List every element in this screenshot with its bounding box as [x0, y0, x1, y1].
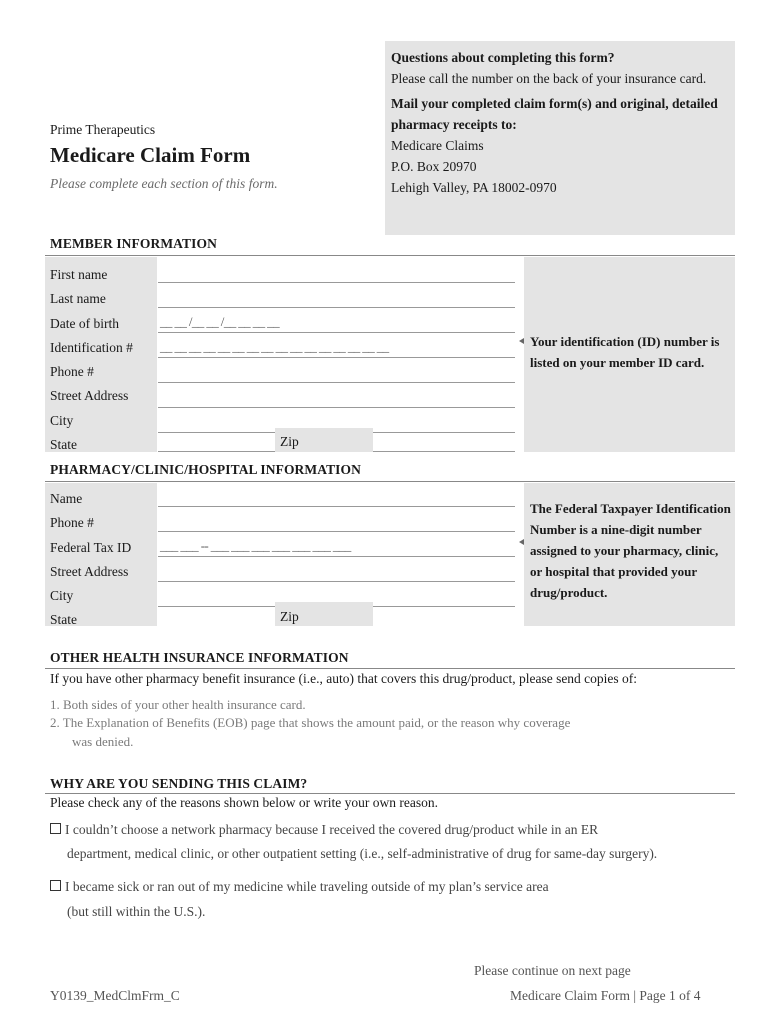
- page-indicator: Medicare Claim Form | Page 1 of 4: [510, 988, 701, 1003]
- member-id-note: [524, 257, 735, 452]
- reasons-intro: Please check any of the reasons shown below or write your own reason.: [50, 795, 439, 810]
- reason-option-1[interactable]: [50, 818, 598, 842]
- label-pharmacy-city: City: [50, 588, 74, 604]
- phone-field[interactable]: [158, 358, 515, 383]
- list-item: 2. The Explanation of Benefits (EOB) page that shows the amount paid, or the reason why coverage: [50, 715, 571, 730]
- member-labels: [50, 263, 133, 457]
- label-city: City: [50, 412, 74, 428]
- member-fields: [158, 258, 515, 433]
- state-field[interactable]: [158, 428, 275, 452]
- address-line-1: Medicare Claims: [391, 138, 484, 153]
- pointer-arrow-icon: [519, 539, 524, 545]
- label-federal-tax-id: Federal Tax ID: [50, 539, 132, 555]
- label-state: State: [50, 437, 77, 453]
- other-insurance-rule: [45, 668, 735, 669]
- last-name-field[interactable]: [158, 283, 515, 308]
- label-pharmacy-name: Name: [50, 491, 83, 506]
- zip-label: Zip: [280, 434, 299, 449]
- pharmacy-zip-label: Zip: [280, 609, 299, 624]
- reasons-heading: WHY ARE YOU SENDING THIS CLAIM?: [50, 776, 308, 791]
- instructions-box: [385, 41, 735, 235]
- tax-id-mask: ___ ___ -- ___ ___ ___ ___ ___ ___ ___: [160, 538, 351, 553]
- label-date-of-birth: Date of birth: [50, 315, 119, 331]
- label-pharmacy-state: State: [50, 612, 77, 628]
- pharmacy-zip-field[interactable]: [373, 602, 515, 626]
- first-name-field[interactable]: [158, 258, 515, 283]
- label-last-name: Last name: [50, 291, 106, 307]
- pharmacy-fields: [158, 482, 515, 607]
- reason-option-2[interactable]: [50, 875, 549, 899]
- address-line-3: Lehigh Valley, PA 18002-0970: [391, 180, 557, 195]
- form-code: Y0139_MedClmFrm_C: [50, 988, 180, 1003]
- mail-title: Mail your completed claim form(s) and original, detailed pharmacy receipts to:: [391, 96, 718, 132]
- other-insurance-intro: If you have other pharmacy benefit insurance (i.e., auto) that covers this drug/product, please send copies of:: [50, 671, 638, 686]
- list-item: 1. Both sides of your other health insurance card.: [50, 697, 306, 712]
- checkbox[interactable]: [50, 880, 61, 891]
- pharmacy-labels: [50, 487, 131, 633]
- federal-tax-id-field[interactable]: [158, 532, 515, 557]
- label-phone: Phone #: [50, 364, 94, 380]
- pharmacy-phone-field[interactable]: [158, 507, 515, 532]
- reason-2-text-continued: (but still within the U.S.).: [67, 904, 206, 919]
- id-mask: __ __ __ __ __ __ __ __ __ __ __ __ __ __ __ __: [160, 339, 389, 354]
- identification-field[interactable]: [158, 333, 515, 358]
- member-id-note-text: Your identification (ID) number is listed on your member ID card.: [530, 334, 720, 370]
- other-insurance-heading: OTHER HEALTH INSURANCE INFORMATION: [50, 650, 349, 665]
- questions-text: Please call the number on the back of your insurance card.: [391, 71, 707, 86]
- label-pharmacy-phone: Phone #: [50, 515, 94, 531]
- continue-note: Please continue on next page: [474, 963, 631, 978]
- pharmacy-state-field[interactable]: [158, 602, 275, 626]
- member-section-heading: MEMBER INFORMATION: [50, 236, 217, 251]
- pharmacy-street-field[interactable]: [158, 557, 515, 582]
- address-line-2: P.O. Box 20970: [391, 159, 477, 174]
- reasons-rule: [45, 793, 735, 794]
- tax-id-note: [524, 483, 735, 626]
- label-first-name: First name: [50, 267, 108, 282]
- company-name: Prime Therapeutics: [50, 122, 156, 137]
- street-address-field[interactable]: [158, 383, 515, 408]
- tax-id-note-text: The Federal Taxpayer Identification Number is a nine-digit number assigned to your pharmacy, clinic, or hospital that provided your drug/product.: [530, 501, 731, 600]
- form-title: Medicare Claim Form: [50, 143, 251, 167]
- checkbox[interactable]: [50, 823, 61, 834]
- dob-mask: __ __ /__ __ /__ __ __ __: [160, 314, 279, 329]
- member-section-rule: [45, 255, 735, 256]
- pharmacy-name-field[interactable]: [158, 482, 515, 507]
- list-item-continued: was denied.: [72, 734, 134, 749]
- label-street-address: Street Address: [50, 388, 129, 404]
- reason-1-text: I couldn’t choose a network pharmacy because I received the covered drug/product while in an ER: [65, 822, 599, 837]
- reason-1-text-continued: department, medical clinic, or other outpatient setting (i.e., self-administrative of drug for same-day surgery).: [67, 846, 658, 861]
- questions-title: Questions about completing this form?: [391, 50, 615, 65]
- label-identification: Identification #: [50, 339, 133, 355]
- pharmacy-section-heading: PHARMACY/CLINIC/HOSPITAL INFORMATION: [50, 462, 361, 477]
- form-subtitle: Please complete each section of this form.: [50, 176, 278, 191]
- date-of-birth-field[interactable]: [158, 308, 515, 333]
- pointer-arrow-icon: [519, 338, 524, 344]
- zip-field[interactable]: [373, 428, 515, 452]
- label-pharmacy-street: Street Address: [50, 563, 129, 579]
- reason-2-text: I became sick or ran out of my medicine while traveling outside of my plan’s service area: [65, 879, 549, 894]
